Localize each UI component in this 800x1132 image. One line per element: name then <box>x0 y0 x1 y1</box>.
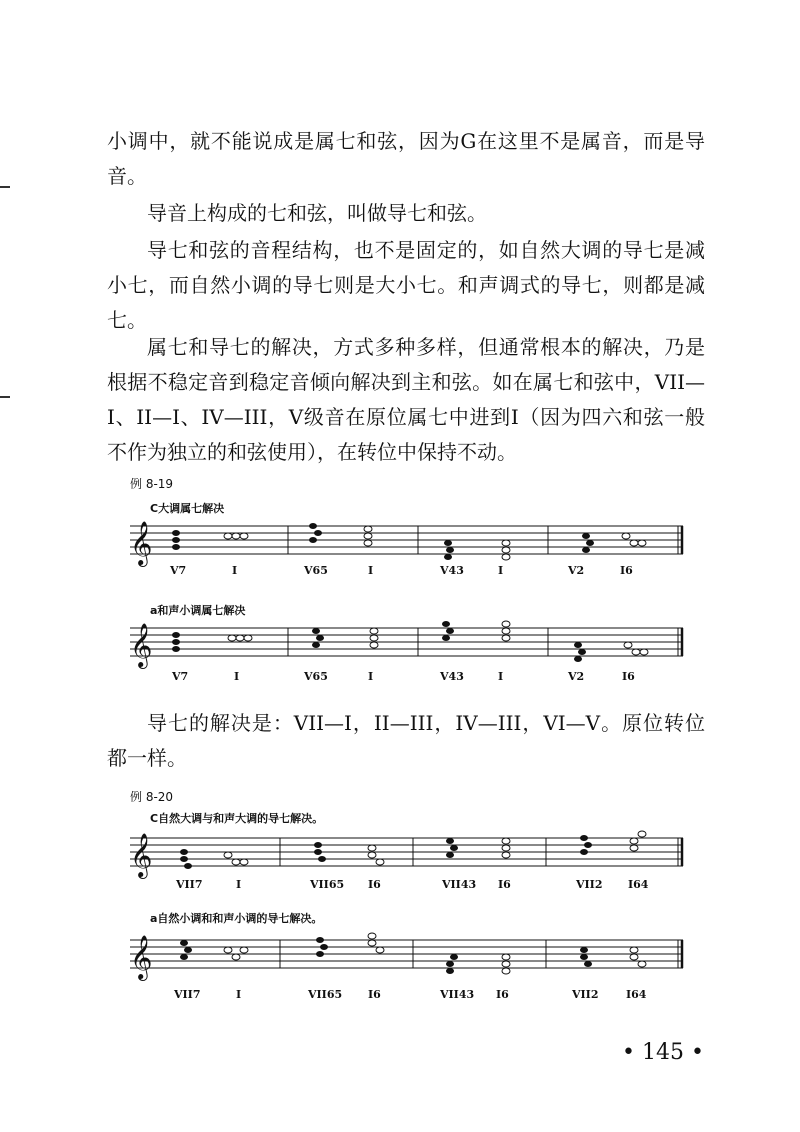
example-8-20-staff1-title: C自然大调与和声大调的导七解决。 <box>150 812 324 825</box>
roman-numeral-mark: V2 <box>568 670 585 683</box>
roman-numeral-mark: I <box>236 878 242 891</box>
example-8-19-label: 例 8-19 <box>130 477 174 491</box>
roman-numeral-mark: V7 <box>170 564 187 577</box>
example-8-19-staff2 <box>128 618 688 674</box>
paragraph-3: 导七和弦的音程结构，也不是固定的，如自然大调的导七是减小七，而自然小调的导七则是大小七。和声调式的导七，则都是减七。 <box>107 238 705 332</box>
roman-numeral-mark: V2 <box>568 564 585 577</box>
roman-numeral-mark: V65 <box>304 564 328 577</box>
roman-numeral-mark: I6 <box>622 670 635 683</box>
roman-numeral-mark: VII65 <box>310 878 345 891</box>
roman-numeral-mark: I6 <box>368 878 381 891</box>
roman-numeral-mark: VII2 <box>576 878 603 891</box>
roman-numeral-mark: VII2 <box>572 988 599 1001</box>
svg-text:𝄞: 𝄞 <box>130 521 153 565</box>
example-8-19-staff2-title: a和声小调属七解决 <box>150 604 246 617</box>
example-8-19-staff1 <box>128 516 688 572</box>
svg-text:𝄞: 𝄞 <box>130 935 153 979</box>
roman-numeral-mark: VII7 <box>176 878 203 891</box>
svg-text:𝄞: 𝄞 <box>130 833 153 877</box>
example-8-20-staff1 <box>128 828 688 884</box>
roman-numeral-mark: V65 <box>304 670 328 683</box>
example-8-20-staff2 <box>128 930 688 986</box>
roman-numeral-mark: I <box>368 564 374 577</box>
example-8-20-staff2-title: a自然小调和和声小调的导七解决。 <box>150 912 323 925</box>
roman-numeral-mark: I <box>236 988 242 1001</box>
roman-numeral-mark: VII7 <box>174 988 201 1001</box>
example-8-20-label: 例 8-20 <box>130 790 174 804</box>
paragraph-5: 导七的解决是：VII—I，II—III，IV—III，VI—V。原位转位都一样。 <box>107 711 705 770</box>
paragraph-1: 小调中，就不能说成是属七和弦，因为G在这里不是属音，而是导音。 <box>107 129 705 188</box>
roman-numeral-mark: I <box>234 670 240 683</box>
page-number: • 145 • <box>622 1040 704 1065</box>
margin-mark <box>0 186 10 188</box>
example-8-19-staff1-title: C大调属七解决 <box>150 502 225 515</box>
roman-numeral-mark: I6 <box>368 988 381 1001</box>
roman-numeral-mark: V43 <box>440 670 464 683</box>
roman-numeral-mark: I <box>368 670 374 683</box>
roman-numeral-mark: I <box>498 670 504 683</box>
roman-numeral-mark: I6 <box>620 564 633 577</box>
roman-numeral-mark: I <box>498 564 504 577</box>
roman-numeral-mark: VII43 <box>442 878 477 891</box>
roman-numeral-mark: I6 <box>496 988 509 1001</box>
roman-numeral-mark: V43 <box>440 564 464 577</box>
roman-numeral-mark: I64 <box>628 878 649 891</box>
roman-numeral-mark: V7 <box>172 670 189 683</box>
margin-mark <box>0 396 10 398</box>
roman-numeral-mark: VII43 <box>440 988 475 1001</box>
paragraph-4: 属七和导七的解决，方式多种多样，但通常根本的解决，乃是根据不稳定音到稳定音倾向解决到主和弦。如在属七和弦中，VII—I、II—I、IV—III，V级音在原位属七中进到I（因为四六和弦一般不作为独立的和弦使用），在转位中保持不动。 <box>107 335 705 464</box>
roman-numeral-mark: I6 <box>498 878 511 891</box>
roman-numeral-mark: VII65 <box>308 988 343 1001</box>
roman-numeral-mark: I <box>232 564 238 577</box>
roman-numeral-mark: I64 <box>626 988 647 1001</box>
paragraph-2: 导音上构成的七和弦，叫做导七和弦。 <box>147 201 487 225</box>
svg-text:𝄞: 𝄞 <box>130 623 153 667</box>
